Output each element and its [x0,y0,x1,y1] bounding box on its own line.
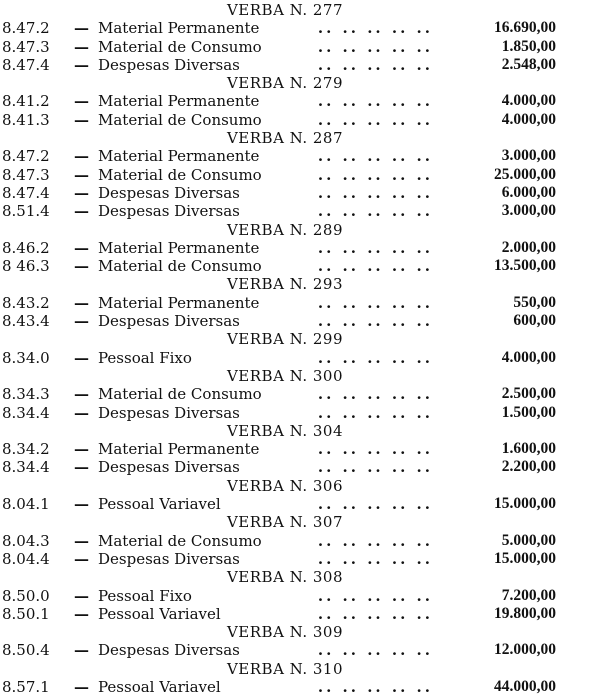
dot-leader: .. .. .. .. .. [317,257,433,276]
line-description: Material Permanente [98,239,263,257]
dash-separator: — [74,403,89,422]
line-code: 8.47.3 [2,37,50,56]
budget-line [0,166,600,184]
budget-line [0,38,600,56]
line-amount: 4.000,00 [501,110,556,128]
line-description: Pessoal Variavel [98,605,225,623]
budget-line [0,678,600,696]
line-code: 8.34.3 [2,385,50,404]
line-description: Pessoal Variavel [98,678,225,696]
budget-line [0,56,600,74]
dash-separator: — [74,549,89,568]
line-code: 8 46.3 [2,257,50,276]
line-amount: 1.850,00 [501,37,556,55]
dot-leader: .. .. .. .. .. [317,641,433,660]
dot-leader: .. .. .. .. .. [317,549,433,568]
line-amount: 4.000,00 [501,348,556,366]
dot-leader: .. .. .. .. .. [317,531,433,550]
budget-line [0,257,600,275]
budget-line [0,294,600,312]
line-description: Material Permanente [98,147,263,165]
line-code: 8.50.4 [2,641,50,660]
dot-leader: .. .. .. .. .. [317,604,433,623]
dot-leader: .. .. .. .. .. [317,403,433,422]
line-amount: 19.800,00 [494,604,556,622]
line-description: Despesas Diversas [98,184,244,202]
dot-leader: .. .. .. .. .. [317,55,433,74]
dot-leader: .. .. .. .. .. [317,147,433,166]
verba-heading: VERBA N. 304 [226,421,344,440]
line-amount: 25.000,00 [494,165,556,183]
dash-separator: — [74,165,89,184]
verba-heading: VERBA N. 307 [226,513,344,532]
line-amount: 1.500,00 [501,403,556,421]
dot-leader: .. .. .. .. .. [317,165,433,184]
budget-line [0,641,600,659]
line-description: Pessoal Fixo [98,587,196,605]
line-code: 8.46.2 [2,238,50,257]
line-amount: 6.000,00 [501,183,556,201]
verba-heading: VERBA N. 309 [226,623,344,642]
budget-line [0,385,600,403]
verba-heading: VERBA N. 308 [226,568,344,587]
dash-separator: — [74,202,89,221]
line-amount: 2.548,00 [501,55,556,73]
line-description: Despesas Diversas [98,312,244,330]
dot-leader: .. .. .. .. .. [317,92,433,111]
line-amount: 15.000,00 [494,495,556,513]
dot-leader: .. .. .. .. .. [317,183,433,202]
verba-heading: VERBA N. 279 [226,74,344,93]
line-description: Despesas Diversas [98,202,244,220]
dot-leader: .. .. .. .. .. [317,586,433,605]
line-amount: 600,00 [513,312,556,330]
line-code: 8.47.2 [2,19,50,38]
verba-heading: VERBA N. 293 [226,275,344,294]
line-code: 8.34.4 [2,403,50,422]
line-description: Material Permanente [98,92,263,110]
budget-line [0,184,600,202]
line-amount: 44.000,00 [494,677,556,695]
dot-leader: .. .. .. .. .. [317,202,433,221]
budget-line [0,550,600,568]
budget-line [0,147,600,165]
line-description: Despesas Diversas [98,641,244,659]
budget-line [0,92,600,110]
dash-separator: — [74,531,89,550]
line-description: Material Permanente [98,294,263,312]
budget-line [0,495,600,513]
budget-line [0,19,600,37]
verba-heading: VERBA N. 310 [226,659,344,678]
line-description: Material de Consumo [98,166,266,184]
line-description: Despesas Diversas [98,404,244,422]
line-description: Material de Consumo [98,111,266,129]
line-amount: 3.000,00 [501,147,556,165]
line-amount: 12.000,00 [494,641,556,659]
dash-separator: — [74,586,89,605]
dash-separator: — [74,641,89,660]
line-description: Material de Consumo [98,385,266,403]
budget-line [0,587,600,605]
line-amount: 13.500,00 [494,257,556,275]
budget-line [0,312,600,330]
line-amount: 4.000,00 [501,92,556,110]
dash-separator: — [74,440,89,459]
verba-heading: VERBA N. 300 [226,366,344,385]
line-description: Material Permanente [98,440,263,458]
verba-heading: VERBA N. 299 [226,330,344,349]
verba-heading: VERBA N. 287 [226,129,344,148]
line-code: 8.57.1 [2,677,50,696]
dash-separator: — [74,257,89,276]
dash-separator: — [74,495,89,514]
line-amount: 7.200,00 [501,586,556,604]
line-code: 8.04.3 [2,531,50,550]
line-amount: 15.000,00 [494,549,556,567]
dash-separator: — [74,55,89,74]
line-description: Material de Consumo [98,532,266,550]
dash-separator: — [74,37,89,56]
line-code: 8.51.4 [2,202,50,221]
dot-leader: .. .. .. .. .. [317,19,433,38]
line-description: Material de Consumo [98,38,266,56]
line-amount: 16.690,00 [494,19,556,37]
dash-separator: — [74,92,89,111]
dash-separator: — [74,458,89,477]
dot-leader: .. .. .. .. .. [317,440,433,459]
budget-line [0,239,600,257]
line-amount: 5.000,00 [501,531,556,549]
line-description: Despesas Diversas [98,56,244,74]
budget-line [0,111,600,129]
verba-heading: VERBA N. 277 [226,1,344,19]
budget-line [0,605,600,623]
line-code: 8.47.4 [2,55,50,74]
line-code: 8.04.1 [2,495,50,514]
verba-heading: VERBA N. 306 [226,476,344,495]
dot-leader: .. .. .. .. .. [317,238,433,257]
line-amount: 2.500,00 [501,385,556,403]
dash-separator: — [74,312,89,331]
dot-leader: .. .. .. .. .. [317,348,433,367]
line-code: 8.43.2 [2,293,50,312]
line-amount: 3.000,00 [501,202,556,220]
dash-separator: — [74,293,89,312]
line-code: 8.47.4 [2,183,50,202]
budget-line [0,349,600,367]
line-amount: 2.200,00 [501,458,556,476]
dash-separator: — [74,110,89,129]
line-code: 8.34.0 [2,348,50,367]
line-code: 8.47.2 [2,147,50,166]
dash-separator: — [74,677,89,696]
line-code: 8.34.2 [2,440,50,459]
dash-separator: — [74,238,89,257]
budget-line [0,532,600,550]
line-amount: 1.600,00 [501,440,556,458]
dot-leader: .. .. .. .. .. [317,677,433,696]
dash-separator: — [74,147,89,166]
budget-line [0,458,600,476]
line-description: Material Permanente [98,19,263,37]
dot-leader: .. .. .. .. .. [317,458,433,477]
line-amount: 550,00 [513,293,556,311]
line-amount: 2.000,00 [501,238,556,256]
line-description: Despesas Diversas [98,550,244,568]
dot-leader: .. .. .. .. .. [317,37,433,56]
verba-heading: VERBA N. 289 [226,220,344,239]
line-code: 8.34.4 [2,458,50,477]
line-description: Despesas Diversas [98,458,244,476]
dot-leader: .. .. .. .. .. [317,110,433,129]
line-code: 8.50.0 [2,586,50,605]
line-code: 8.43.4 [2,312,50,331]
dot-leader: .. .. .. .. .. [317,385,433,404]
dash-separator: — [74,385,89,404]
line-description: Pessoal Fixo [98,349,196,367]
budget-line [0,440,600,458]
dot-leader: .. .. .. .. .. [317,312,433,331]
dash-separator: — [74,19,89,38]
dash-separator: — [74,348,89,367]
line-description: Material de Consumo [98,257,266,275]
budget-line [0,202,600,220]
dash-separator: — [74,183,89,202]
dot-leader: .. .. .. .. .. [317,293,433,312]
line-code: 8.41.2 [2,92,50,111]
line-description: Pessoal Variavel [98,495,225,513]
line-code: 8.47.3 [2,165,50,184]
line-code: 8.50.1 [2,604,50,623]
line-code: 8.04.4 [2,549,50,568]
dot-leader: .. .. .. .. .. [317,495,433,514]
line-code: 8.41.3 [2,110,50,129]
dash-separator: — [74,604,89,623]
budget-line [0,404,600,422]
